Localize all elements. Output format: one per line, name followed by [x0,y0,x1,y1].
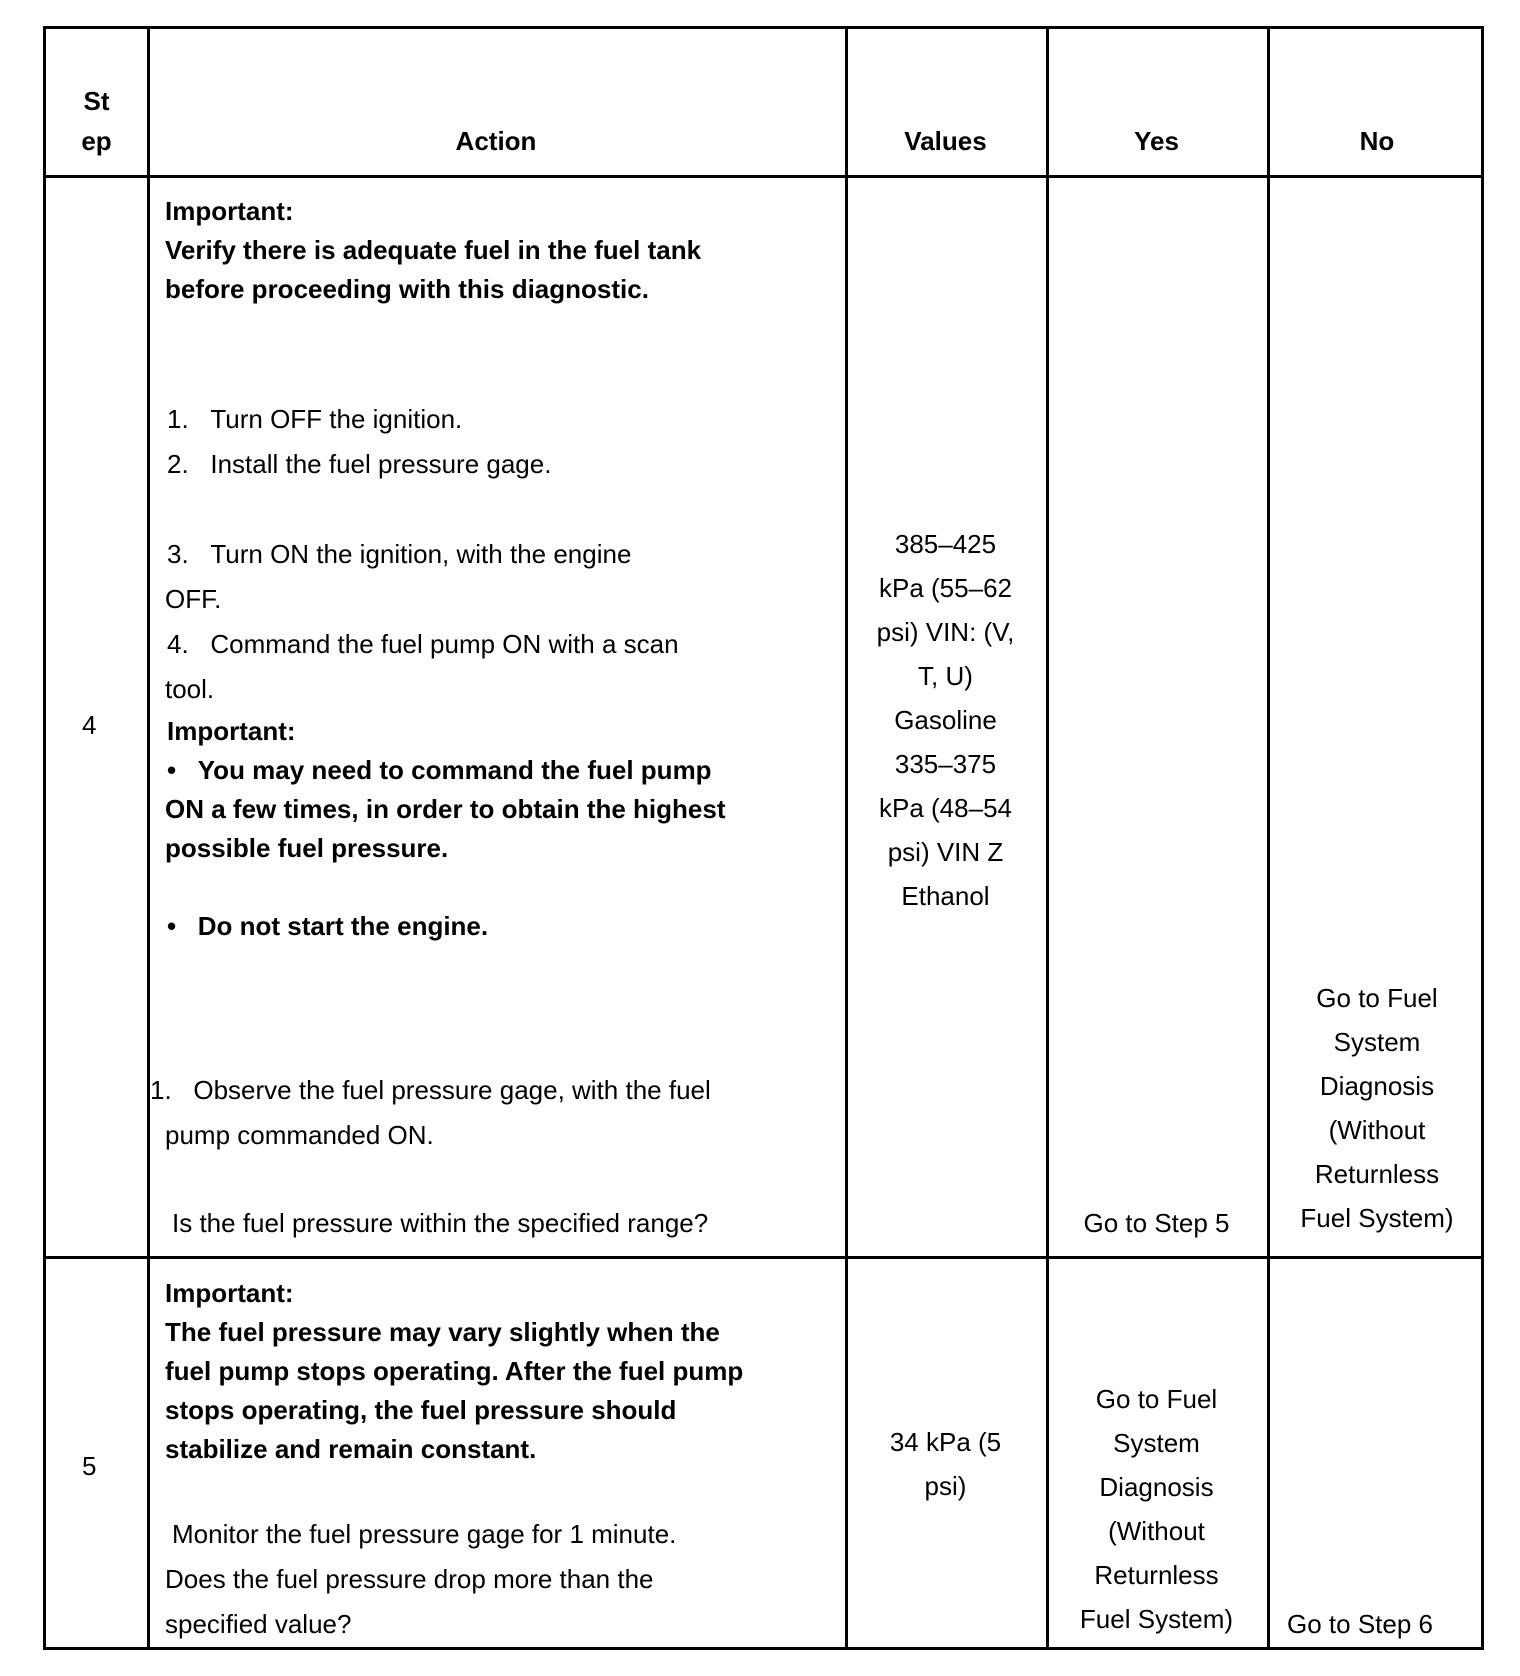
important-note: stops operating, the fuel pressure should [165,1395,677,1425]
value-line: kPa (55–62 [879,573,1012,603]
header-divider [46,175,1481,178]
value-line: 385–425 [894,529,997,559]
yes-cell [1046,1201,1267,1245]
observe-step: pump commanded ON. [165,1120,434,1150]
procedure-step: tool. [165,674,215,704]
no-line: Fuel System) [1300,1203,1454,1233]
observe-step: 1. Observe the fuel pressure gage, with the fuel [150,1075,711,1105]
step-number: 5 [82,1451,97,1481]
header-step-line2: ep [81,126,112,156]
no-line: System [1333,1027,1421,1057]
important-label: Important: [167,716,296,746]
no-cell [1287,1602,1433,1646]
step-number: 4 [82,710,97,740]
no-line: Diagnosis [1319,1071,1435,1101]
value-line: psi) VIN: (V, [876,617,1015,647]
no-line: Go to Fuel [1316,983,1438,1013]
header-yes: Yes [1134,126,1179,156]
important-bullet: possible fuel pressure. [165,833,449,863]
action-line: specified value? [165,1609,352,1639]
values-cell [845,522,1046,918]
value-line: T, U) [918,661,973,691]
important-bullet: • Do not start the engine. [167,911,489,941]
question: Is the fuel pressure within the specified range? [172,1208,709,1238]
header-action: Action [455,126,537,156]
value-line: Ethanol [901,881,990,911]
value-line: psi) VIN Z [887,837,1004,867]
important-note: Verify there is adequate fuel in the fuel tank [165,235,702,265]
no-line: Returnless [1314,1159,1440,1189]
yes-line: System [1113,1428,1200,1458]
value-line: Gasoline [894,705,997,735]
no-line: Go to Step 6 [1287,1609,1433,1639]
procedure-step: OFF. [165,584,222,614]
column-divider [1267,29,1270,1647]
important-bullet: • You may need to command the fuel pump [167,755,712,785]
column-divider [147,29,150,1647]
action-line: Does the fuel pressure drop more than the [165,1564,654,1594]
important-label: Important: [165,196,294,226]
value-line: kPa (48–54 [879,793,1012,823]
header-values: Values [904,126,987,156]
no-cell [1267,976,1487,1240]
yes-line: Diagnosis [1099,1472,1214,1502]
value-line: 335–375 [894,749,997,779]
action-line: Monitor the fuel pressure gage for 1 minute. [172,1519,677,1549]
procedure-step: 2. Install the fuel pressure gage. [167,449,552,479]
procedure-step: 1. Turn OFF the ignition. [167,404,463,434]
header-step-line1: St [83,86,110,116]
yes-line: (Without [1108,1516,1205,1546]
yes-line: Go to Fuel [1095,1384,1218,1414]
header-step [46,81,147,161]
yes-cell [1046,1377,1267,1641]
yes-line: Fuel System) [1079,1604,1234,1634]
important-note: fuel pump stops operating. After the fuel pump [165,1356,744,1386]
important-note: before proceeding with this diagnostic. [165,274,649,304]
row-divider [46,1256,1481,1259]
no-line: (Without [1328,1115,1426,1145]
important-note: stabilize and remain constant. [165,1434,537,1464]
value-line: 34 kPa (5 [889,1427,1002,1457]
important-note: The fuel pressure may vary slightly when the [165,1317,720,1347]
values-cell [845,1420,1046,1508]
procedure-step: 4. Command the fuel pump ON with a scan [167,629,679,659]
yes-line: Go to Step 5 [1083,1208,1230,1238]
important-bullet: ON a few times, in order to obtain the highest [165,794,726,824]
yes-line: Returnless [1094,1560,1219,1590]
header-no: No [1359,126,1395,156]
value-line: psi) [924,1471,967,1501]
procedure-step: 3. Turn ON the ignition, with the engine [167,539,632,569]
important-label: Important: [165,1278,294,1308]
diagnostic-table [43,26,1484,1650]
